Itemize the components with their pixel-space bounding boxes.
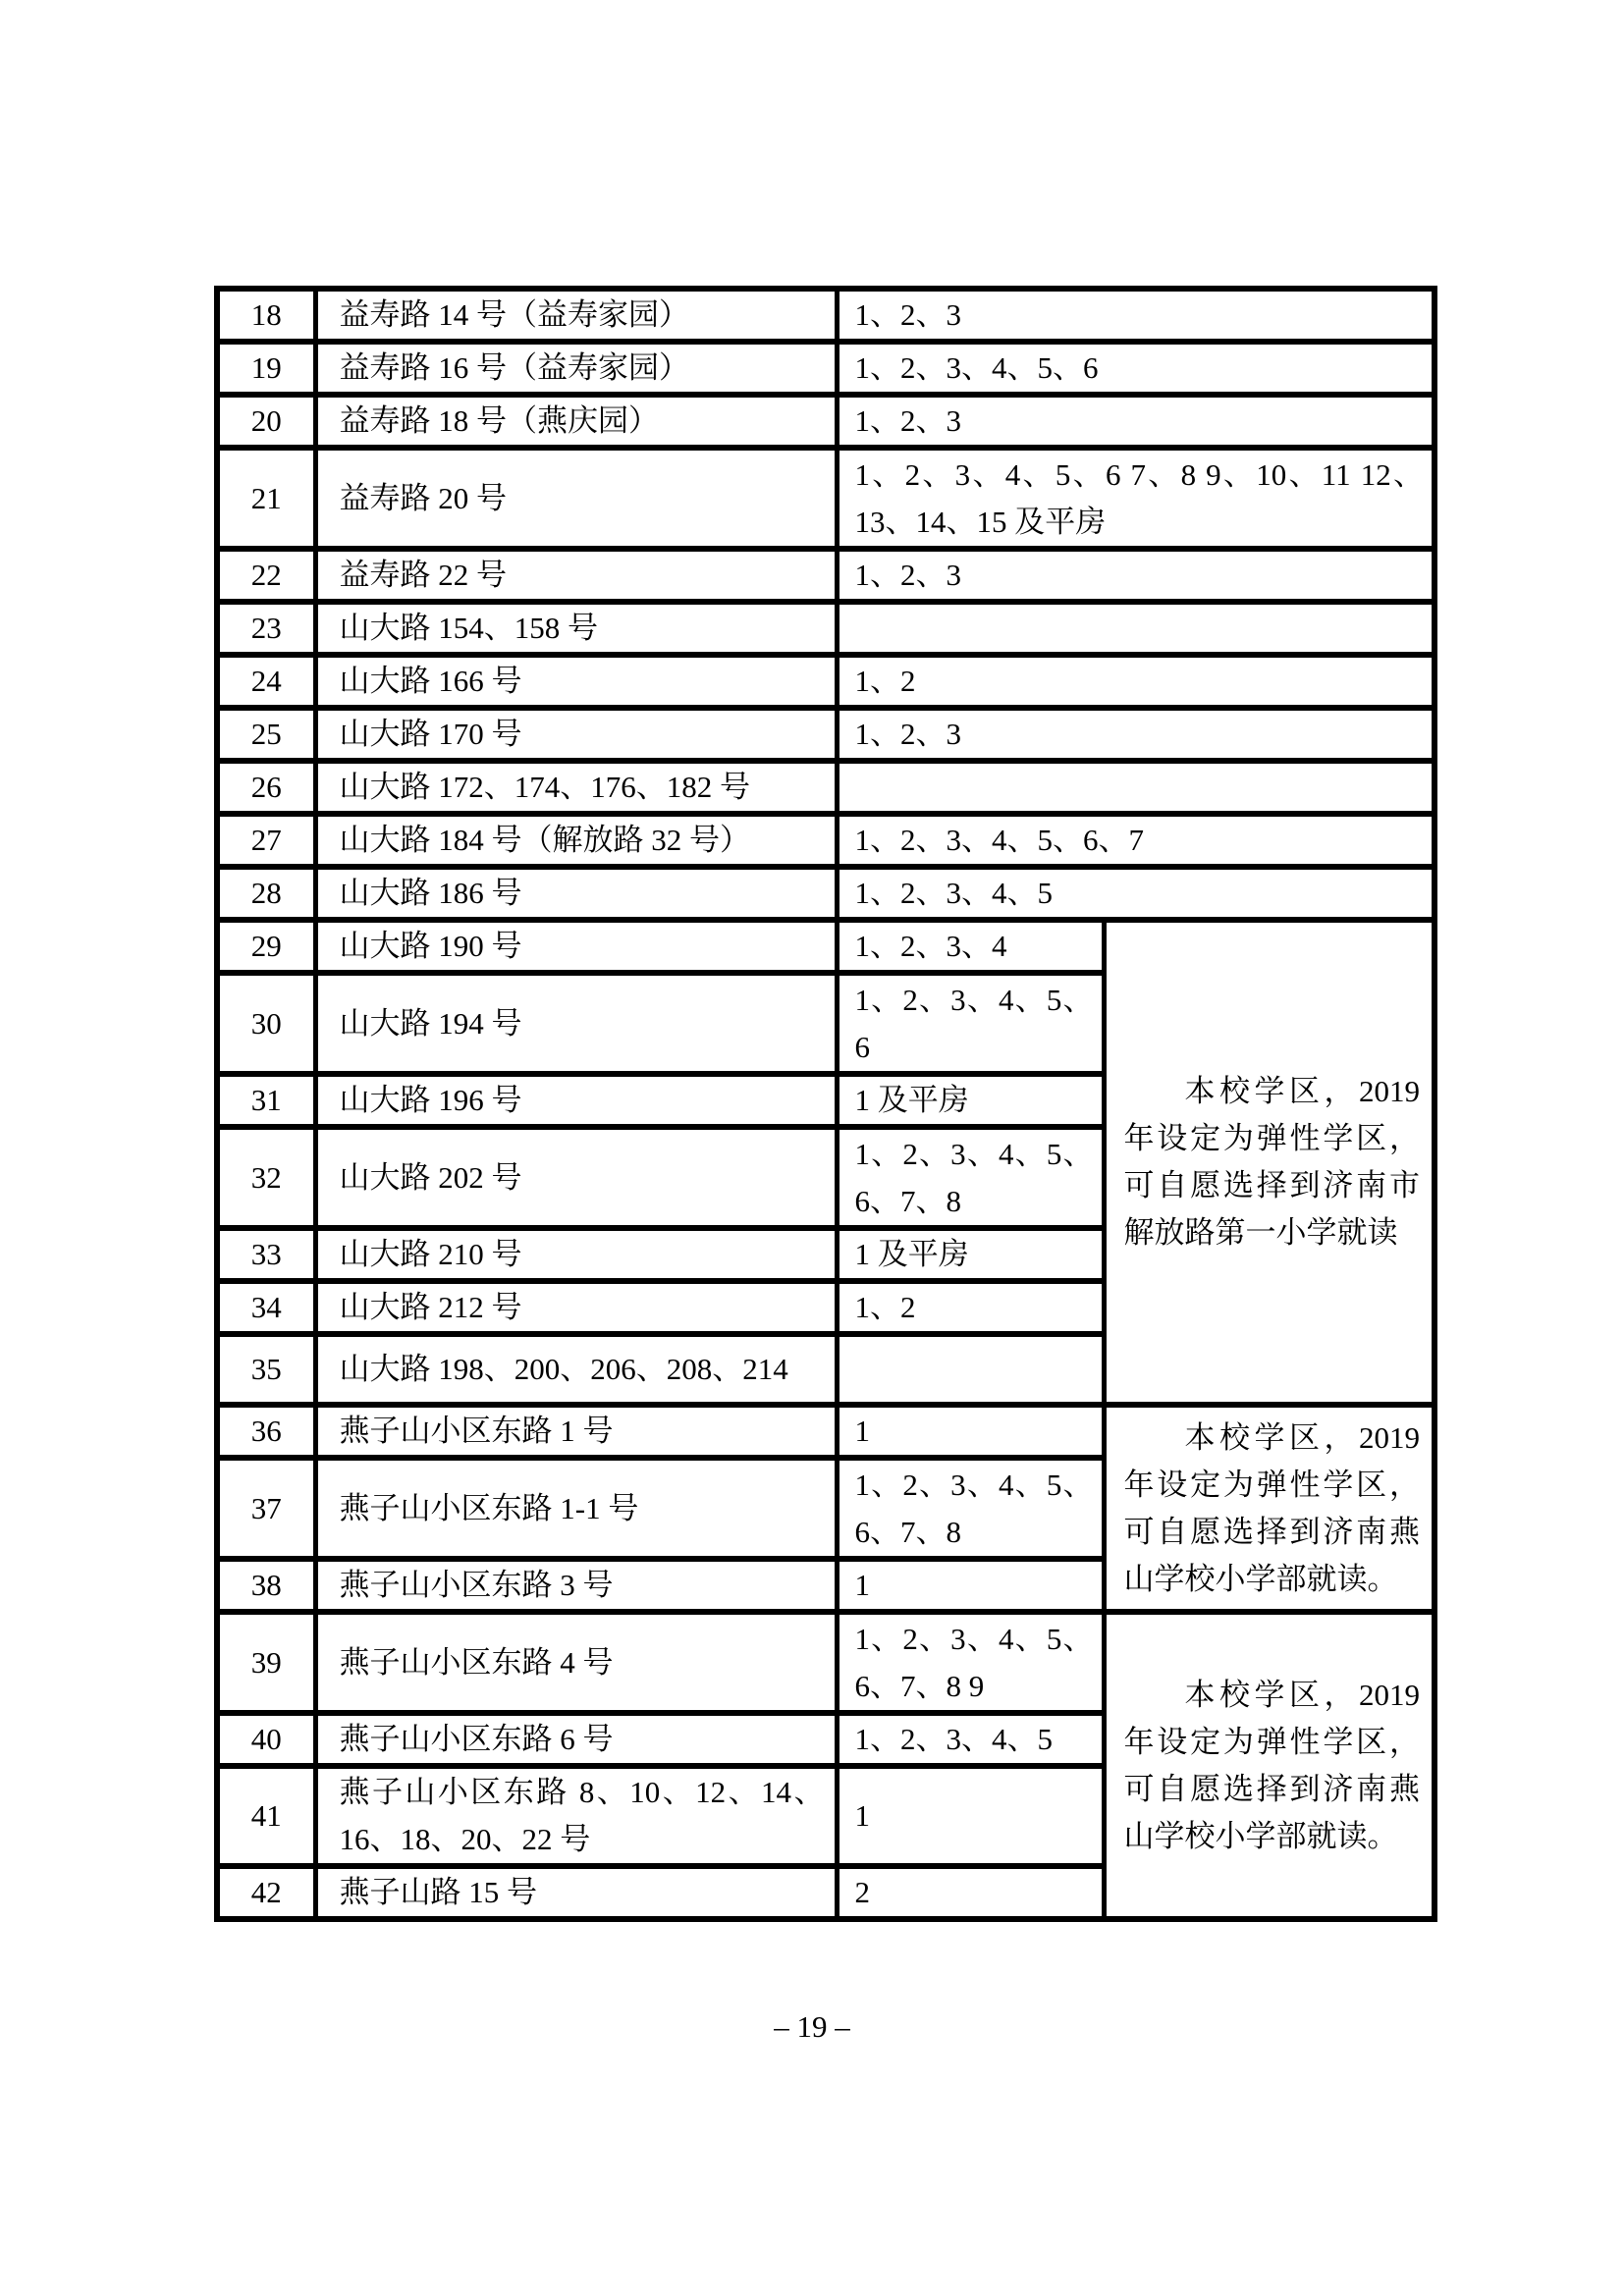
units-cell: 1 xyxy=(837,1405,1104,1458)
row-number-cell: 39 xyxy=(217,1612,315,1713)
units-cell: 2 xyxy=(837,1866,1104,1919)
units-cell: 1、2、3、4、5、6、7、8 xyxy=(837,1127,1104,1228)
units-cell xyxy=(837,1334,1104,1405)
units-cell: 1 xyxy=(837,1766,1104,1866)
address-cell: 燕子山路 15 号 xyxy=(315,1866,837,1919)
row-number-cell: 18 xyxy=(217,289,315,342)
units-cell xyxy=(837,602,1435,655)
row-number-cell: 28 xyxy=(217,867,315,920)
units-cell: 1、2、3、4、5、6 xyxy=(837,973,1104,1074)
row-number-cell: 35 xyxy=(217,1334,315,1405)
units-cell xyxy=(837,761,1435,814)
units-cell: 1、2、3、4、5、6、7、8 9 xyxy=(837,1612,1104,1713)
units-cell: 1、2、3、4、5 xyxy=(837,867,1435,920)
table-row xyxy=(217,655,1435,708)
row-number-cell: 21 xyxy=(217,448,315,549)
address-cell: 燕子山小区东路 6 号 xyxy=(315,1713,837,1766)
table-row xyxy=(217,867,1435,920)
units-cell: 1、2、3、4、5、6、7、8 xyxy=(837,1458,1104,1559)
address-cell: 益寿路 16 号（益寿家园） xyxy=(315,342,837,395)
table-row xyxy=(217,1612,1435,1713)
row-number-cell: 19 xyxy=(217,342,315,395)
units-cell: 1、2、3、4、5、6 xyxy=(837,342,1435,395)
table-row xyxy=(217,448,1435,549)
units-cell: 1、2、3 xyxy=(837,289,1435,342)
roster-table-body xyxy=(217,289,1435,1919)
units-cell: 1、2、3 xyxy=(837,395,1435,448)
address-cell: 山大路 166 号 xyxy=(315,655,837,708)
units-cell: 1、2 xyxy=(837,655,1435,708)
row-number-cell: 22 xyxy=(217,549,315,602)
table-row xyxy=(217,342,1435,395)
address-cell: 山大路 210 号 xyxy=(315,1228,837,1281)
table-row xyxy=(217,602,1435,655)
row-number-cell: 24 xyxy=(217,655,315,708)
row-number-cell: 38 xyxy=(217,1559,315,1612)
row-number-cell: 37 xyxy=(217,1458,315,1559)
table-row xyxy=(217,395,1435,448)
units-cell: 1、2、3、4、5、6、7 xyxy=(837,814,1435,867)
row-number-cell: 20 xyxy=(217,395,315,448)
units-cell: 1、2、3、4、5、6 7、8 9、10、11 12、13、14、15 及平房 xyxy=(837,448,1435,549)
address-cell: 山大路 186 号 xyxy=(315,867,837,920)
table-row xyxy=(217,761,1435,814)
table-row xyxy=(217,708,1435,761)
address-cell: 益寿路 20 号 xyxy=(315,448,837,549)
units-cell: 1、2、3 xyxy=(837,549,1435,602)
address-cell: 燕子山小区东路 4 号 xyxy=(315,1612,837,1713)
row-number-cell: 26 xyxy=(217,761,315,814)
units-cell: 1 及平房 xyxy=(837,1074,1104,1127)
address-cell: 益寿路 14 号（益寿家园） xyxy=(315,289,837,342)
address-cell: 益寿路 18 号（燕庆园） xyxy=(315,395,837,448)
school-note-cell: 本校学区，2019年设定为弹性学区，可自愿选择到济南市解放路第一小学就读 xyxy=(1104,920,1435,1405)
address-cell: 山大路 198、200、206、208、214 xyxy=(315,1334,837,1405)
address-cell: 燕子山小区东路 3 号 xyxy=(315,1559,837,1612)
row-number-cell: 27 xyxy=(217,814,315,867)
address-cell: 山大路 196 号 xyxy=(315,1074,837,1127)
residence-roster-table xyxy=(214,286,1437,1922)
page-number: – 19 – xyxy=(774,2009,850,2044)
row-number-cell: 25 xyxy=(217,708,315,761)
units-cell: 1 及平房 xyxy=(837,1228,1104,1281)
units-cell: 1 xyxy=(837,1559,1104,1612)
units-cell: 1、2 xyxy=(837,1281,1104,1334)
row-number-cell: 34 xyxy=(217,1281,315,1334)
row-number-cell: 30 xyxy=(217,973,315,1074)
row-number-cell: 41 xyxy=(217,1766,315,1866)
row-number-cell: 42 xyxy=(217,1866,315,1919)
address-cell: 山大路 184 号（解放路 32 号） xyxy=(315,814,837,867)
table-row xyxy=(217,549,1435,602)
row-number-cell: 33 xyxy=(217,1228,315,1281)
table-row xyxy=(217,1405,1435,1458)
address-cell: 益寿路 22 号 xyxy=(315,549,837,602)
units-cell: 1、2、3、4、5 xyxy=(837,1713,1104,1766)
address-cell: 山大路 190 号 xyxy=(315,920,837,973)
address-cell: 山大路 212 号 xyxy=(315,1281,837,1334)
row-number-cell: 23 xyxy=(217,602,315,655)
school-note-cell: 本校学区，2019年设定为弹性学区，可自愿选择到济南燕山学校小学部就读。 xyxy=(1104,1612,1435,1919)
address-cell: 山大路 202 号 xyxy=(315,1127,837,1228)
address-cell: 山大路 194 号 xyxy=(315,973,837,1074)
units-cell: 1、2、3、4 xyxy=(837,920,1104,973)
table-row xyxy=(217,814,1435,867)
table-row xyxy=(217,289,1435,342)
row-number-cell: 29 xyxy=(217,920,315,973)
address-cell: 山大路 170 号 xyxy=(315,708,837,761)
row-number-cell: 31 xyxy=(217,1074,315,1127)
row-number-cell: 32 xyxy=(217,1127,315,1228)
school-note-cell: 本校学区，2019年设定为弹性学区，可自愿选择到济南燕山学校小学部就读。 xyxy=(1104,1405,1435,1612)
address-cell: 燕子山小区东路 8、10、12、14、16、18、20、22 号 xyxy=(315,1766,837,1866)
address-cell: 山大路 154、158 号 xyxy=(315,602,837,655)
address-cell: 燕子山小区东路 1 号 xyxy=(315,1405,837,1458)
units-cell: 1、2、3 xyxy=(837,708,1435,761)
table-row xyxy=(217,920,1435,973)
row-number-cell: 40 xyxy=(217,1713,315,1766)
address-cell: 燕子山小区东路 1-1 号 xyxy=(315,1458,837,1559)
row-number-cell: 36 xyxy=(217,1405,315,1458)
address-cell: 山大路 172、174、176、182 号 xyxy=(315,761,837,814)
